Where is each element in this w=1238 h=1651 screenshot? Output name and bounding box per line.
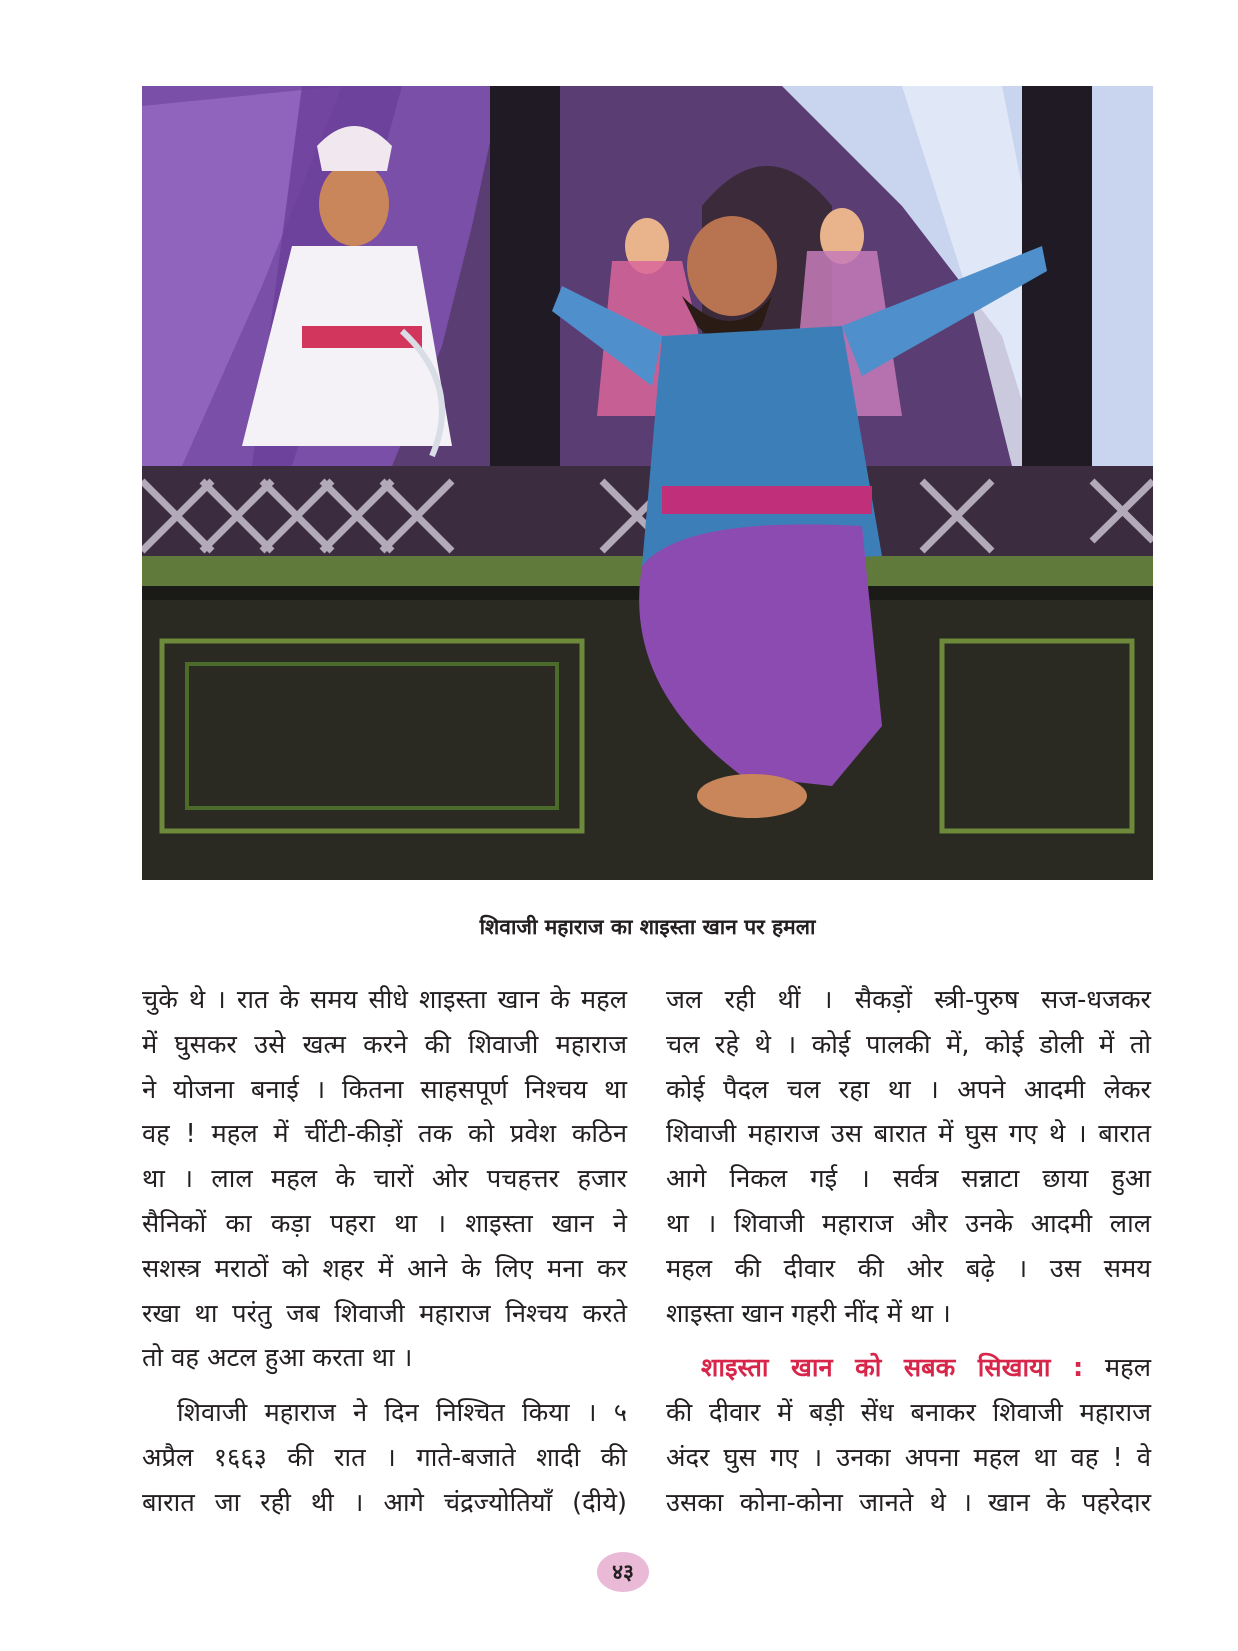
right-text-column: [666, 978, 1151, 1526]
body-line-rest: महल: [1083, 1353, 1152, 1384]
shivaji-attack-illustration: [142, 86, 1153, 880]
body-line: वह ! महल में चींटी-कीड़ों तक को प्रवेश कठिन: [142, 1119, 627, 1150]
body-line: रखा था परंतु जब शिवाजी महाराज निश्चय करते: [142, 1298, 627, 1329]
body-line: अप्रैल १६६३ की रात । गाते-बजाते शादी की: [142, 1442, 627, 1473]
body-line: शिवाजी महाराज उस बारात में घुस गए थे । बारात: [666, 1119, 1151, 1150]
body-line: उसका कोना-कोना जानते थे । खान के पहरेदार: [666, 1487, 1151, 1518]
body-line: सशस्त्र मराठों को शहर में आने के लिए मना कर: [142, 1253, 627, 1284]
shivaji-face: [319, 162, 389, 246]
body-line: था । लाल महल के चारों ओर पचहत्तर हजार: [142, 1164, 627, 1195]
body-line: की दीवार में बड़ी सेंध बनाकर शिवाजी महाराज: [666, 1398, 1151, 1429]
page-number: ४३: [597, 1552, 649, 1592]
illustration-caption: शिवाजी महाराज का शाइस्ता खान पर हमला: [479, 915, 816, 939]
body-line: चल रहे थे । कोई पालकी में, कोई डोली में तो: [666, 1029, 1151, 1060]
shaista-khan-head: [687, 216, 777, 316]
body-line: कोई पैदल चल रहा था । अपने आदमी लेकर: [666, 1074, 1151, 1105]
body-line: था । शिवाजी महाराज और उनके आदमी लाल: [666, 1208, 1151, 1239]
section-heading-line: [666, 1346, 1151, 1391]
body-line: ने योजना बनाई । कितना साहसपूर्ण निश्चय था: [142, 1074, 627, 1105]
body-line: महल की दीवार की ओर बढ़े । उस समय: [666, 1253, 1151, 1284]
body-line: तो वह अटल हुआ करता था ।: [142, 1343, 413, 1374]
body-line: में घुसकर उसे खत्म करने की शिवाजी महाराज: [142, 1029, 627, 1060]
body-line: शिवाजी महाराज ने दिन निश्चित किया । ५: [177, 1398, 627, 1429]
body-line: अंदर घुस गए । उनका अपना महल था वह ! वे: [666, 1442, 1151, 1473]
left-text-column: [142, 978, 627, 1526]
body-line: जल रही थीं । सैकड़ों स्त्री-पुरुष सज-धजकर: [666, 985, 1151, 1015]
body-line: बारात जा रही थी । आगे चंद्रज्योतियाँ (दीये): [142, 1487, 627, 1518]
body-line: चुके थे । रात के समय सीधे शाइस्ता खान के महल: [142, 985, 627, 1015]
body-line: शाइस्ता खान गहरी नींद में था ।: [666, 1298, 951, 1329]
body-line: आगे निकल गई । सर्वत्र सन्नाटा छाया हुआ: [666, 1164, 1151, 1195]
section-heading: शाइस्ता खान को सबक सिखाया :: [701, 1353, 1084, 1384]
body-line: सैनिकों का कड़ा पहरा था । शाइस्ता खान ने: [142, 1208, 627, 1239]
